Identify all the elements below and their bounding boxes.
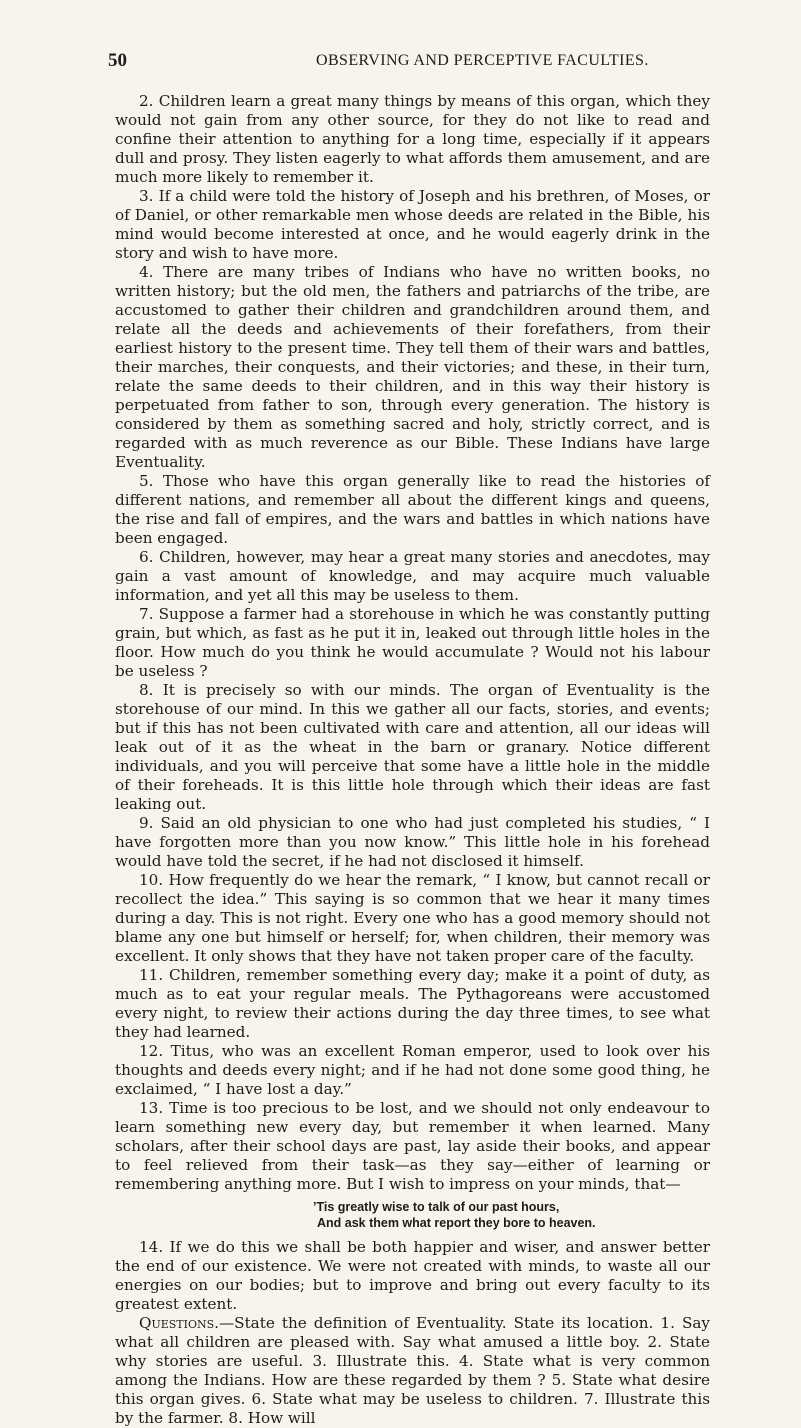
paragraph-8: 8. It is precisely so with our minds. The organ of Eventuality is the storehouse of our mind. In this we gather all our facts, stories, and events; but if this has not been cultivated with care and attention, all our ideas will leak out of it as the wheat in the barn or granary. Notice different individuals, and you will perceive that some have a little hole in the middle of their foreheads. It is this little hole through which their ideas are fast leaking out. (115, 681, 710, 813)
questions-label: Questions. (139, 1314, 219, 1332)
paragraph-6: 6. Children, however, may hear a great many stories and anecdotes, may gain a vast amount of knowledge, and may acquire much valuable information, and yet all this may be useless to them. (115, 548, 710, 604)
paragraph-13: 13. Time is too precious to be lost, and we should not only endeavour to learn something new every day, but remember it when learned. Many scholars, after their school days are past, lay aside their books, and appear to feel relieved from their task—as they say—either of learning or remembering anything more. But I wish to impress on your minds, that— (115, 1099, 710, 1193)
paragraph-11: 11. Children, remember something every day; make it a point of duty, as much as to eat your regular meals. The Pythagoreans were accustomed every night, to review their actions during the day three times, to see what they had learned. (115, 966, 710, 1041)
paragraph-14: 14. If we do this we shall be both happier and wiser, and answer better the end of our existence. We were not created with minds, to waste all our energies on our bodies; but to improve and bring out every faculty to its greatest extent. (115, 1238, 710, 1313)
questions-section (115, 1314, 710, 1428)
paragraph-3: 3. If a child were told the history of Joseph and his brethren, of Moses, or of Daniel, or other remarkable men whose deeds are related in the Bible, his mind would become interested at once, and he would eagerly drink in the story and wish to have more. (115, 187, 710, 262)
paragraph-9: 9. Said an old physician to one who had just completed his studies, “ I have forgotten more than you now know.” This little hole in his forehead would have told the secret, if he had not disclosed it himself. (115, 814, 710, 870)
verse-line-1: ’Tis greatly wise to talk of our past hours, (313, 1200, 560, 1214)
page-number: 50 (108, 50, 127, 71)
questions-text: —State the definition of Eventuality. State its location. 1. Say what all children are pleased with. Say what amused a little boy. 2. State why stories are useful. 3. Illustrate this. 4. State what is very common among the Indians. How are these regarded by them ? 5. State what desire this organ gives. 6. State what may be useless to children. 7. Illustrate this by the farmer. 8. How will (115, 1314, 710, 1427)
body-text (115, 92, 710, 1428)
paragraph-12: 12. Titus, who was an excellent Roman emperor, used to look over his thoughts and deeds every night; and if he had not done some good thing, he exclaimed, “ I have lost a day.” (115, 1042, 710, 1098)
verse-line-2: And ask them what report they bore to heaven. (317, 1216, 596, 1230)
page-header (108, 50, 708, 74)
paragraph-4: 4. There are many tribes of Indians who have no written books, no written history; but the old men, the fathers and patriarchs of the tribe, are accustomed to gather their children and grandchildren around them, and relate all the deeds and achievements of their forefathers, from their earliest history to the present time. They tell them of their wars and battles, their marches, their conquests, and their victories; and these, in their turn, relate the same deeds to their children, and in this way their history is perpetuated from father to son, through every generation. The history is considered by them as something sacred and holy, strictly correct, and is regarded with as much reverence as our Bible. These Indians have large Eventuality. (115, 263, 710, 471)
paragraph-5: 5. Those who have this organ generally like to read the histories of different nations, and remember all about the different kings and queens, the rise and fall of empires, and the wars and battles in which nations have been engaged. (115, 472, 710, 547)
verse-quote (115, 1199, 710, 1231)
running-title: OBSERVING AND PERCEPTIVE FACULTIES. (316, 52, 649, 69)
paragraph-7: 7. Suppose a farmer had a storehouse in which he was constantly putting grain, but which, as fast as he put it in, leaked out through little holes in the floor. How much do you think he would accumulate ? Would not his labour be useless ? (115, 605, 710, 680)
paragraph-2: 2. Children learn a great many things by means of this organ, which they would not gain from any other source, for they do not like to read and confine their attention to anything for a long time, especially if it appears dull and prosy. They listen eagerly to what affords them amusement, and are much more likely to remember it. (115, 92, 710, 186)
paragraph-10: 10. How frequently do we hear the remark, “ I know, but cannot recall or recollect the idea.” This saying is so common that we hear it many times during a day. This is not right. Every one who has a good memory should not blame any one but himself or herself; for, when children, their memory was excellent. It only shows that they have not taken proper care of the faculty. (115, 871, 710, 965)
